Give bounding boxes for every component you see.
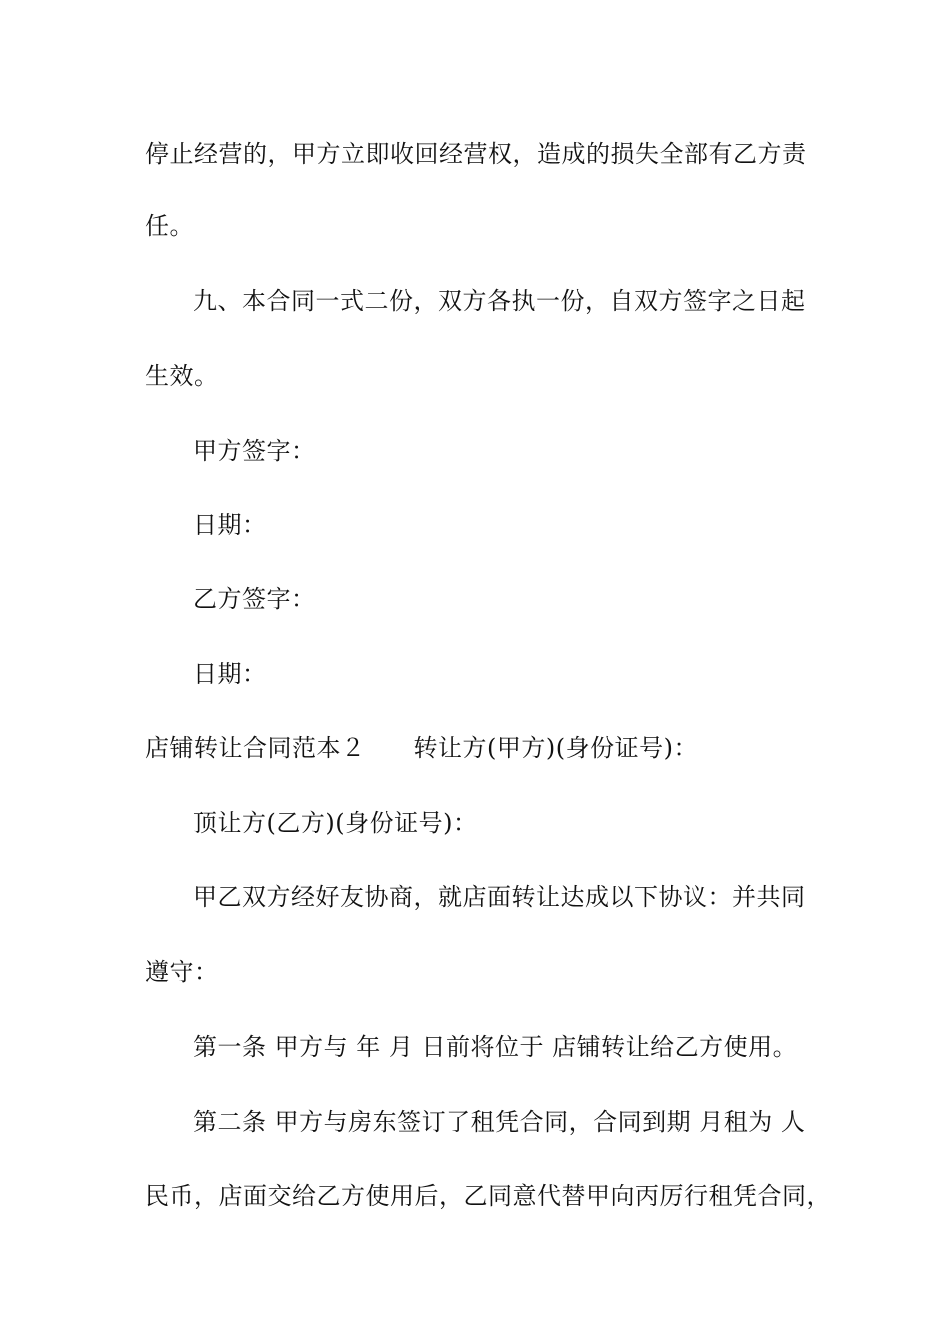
party-b-signature-label: 乙方签字： xyxy=(193,585,316,613)
paragraph-line: 生效。 xyxy=(145,362,219,390)
paragraph-line: 甲乙双方经好友协商，就店面转让达成以下协议：并共同 xyxy=(193,883,806,911)
party-b-date-label: 日期： xyxy=(193,660,267,688)
article-one-line: 第一条 甲方与 年 月 日前将位于 店铺转让给乙方使用。 xyxy=(193,1033,798,1061)
paragraph-line: 停止经营的，甲方立即收回经营权，造成的损失全部有乙方责 xyxy=(145,140,807,168)
paragraph-line: 遵守： xyxy=(145,958,219,986)
transferor-label: 转让方(甲方)(身份证号)： xyxy=(413,734,698,762)
article-two-line: 第二条 甲方与房东签订了租凭合同，合同到期 月租为 人 xyxy=(193,1108,806,1136)
paragraph-line: 民币，店面交给乙方使用后，乙同意代替甲向丙厉行租凭合同， xyxy=(145,1182,831,1210)
transferee-label: 顶让方(乙方)(身份证号)： xyxy=(193,809,478,837)
party-a-signature-label: 甲方签字： xyxy=(193,437,316,465)
contract-title: 店铺转让合同范本２ xyxy=(145,734,366,762)
clause-nine-line: 九、本合同一式二份，双方各执一份，自双方签字之日起 xyxy=(193,287,806,315)
contract-heading-line xyxy=(145,733,698,763)
party-a-date-label: 日期： xyxy=(193,511,267,539)
paragraph-line: 任。 xyxy=(145,212,194,240)
